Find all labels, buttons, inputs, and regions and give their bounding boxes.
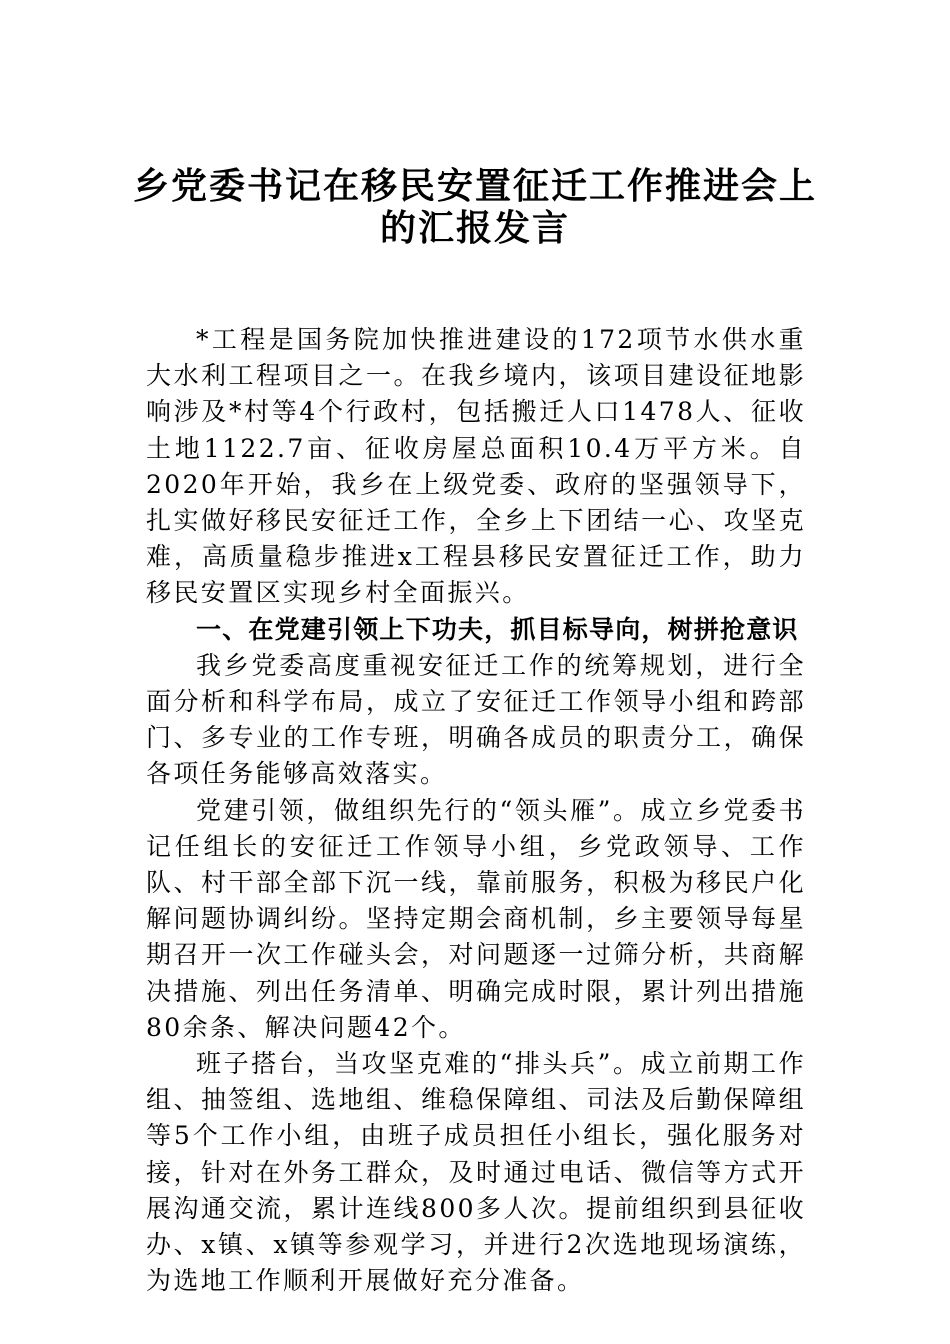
document-title-line-1: 乡党委书记在移民安置征迁工作推进会上 (132, 165, 817, 207)
body-paragraph: 我乡党委高度重视安征迁工作的统筹规划，进行全面分析和科学布局，成立了安征迁工作领导小组和跨部门、多专业的工作专班，明确各成员的职责分工，确保各项任务能够高效落实。 (146, 650, 806, 789)
intro-paragraph: *工程是国务院加快推进建设的172项节水供水重大水利工程项目之一。在我乡境内，该项目建设征地影响涉及*村等4个行政村，包括搬迁人口1478人、征收土地1122.7亩、征收房屋总面积10.4万平方米。自2020年开始，我乡在上级党委、政府的坚强领导下，扎实做好移民安征迁工作，全乡上下团结一心、攻坚克难，高质量稳步推进x工程县移民安置征迁工作，助力移民安置区实现乡村全面振兴。 (146, 325, 806, 608)
body-paragraph: 党建引领，做组织先行的“领头雁”。成立乡党委书记任组长的安征迁工作领导小组，乡党政领导、工作队、村干部全部下沉一线，靠前服务，积极为移民户化解问题协调纠纷。坚持定期会商机制，乡主要领导每星期召开一次工作碰头会，对问题逐一过筛分析，共商解决措施、列出任务清单、明确完成时限，累计列出措施80余条、解决问题42个。 (146, 795, 806, 1042)
body-paragraph: 班子搭台，当攻坚克难的“排头兵”。成立前期工作组、抽签组、选地组、维稳保障组、司法及后勤保障组等5个工作小组，由班子成员担任小组长，强化服务对接，针对在外务工群众，及时通过电话、微信等方式开展沟通交流，累计连线800多人次。提前组织到县征收办、x镇、x镇等参观学习，并进行2次选地现场演练，为选地工作顺利开展做好充分准备。 (146, 1049, 806, 1296)
document-title-line-2: 的汇报发言 (379, 207, 570, 249)
document-body (146, 322, 806, 1299)
section-heading-1: 一、在党建引领上下功夫，抓目标导向，树拼抢意识 (196, 614, 799, 644)
